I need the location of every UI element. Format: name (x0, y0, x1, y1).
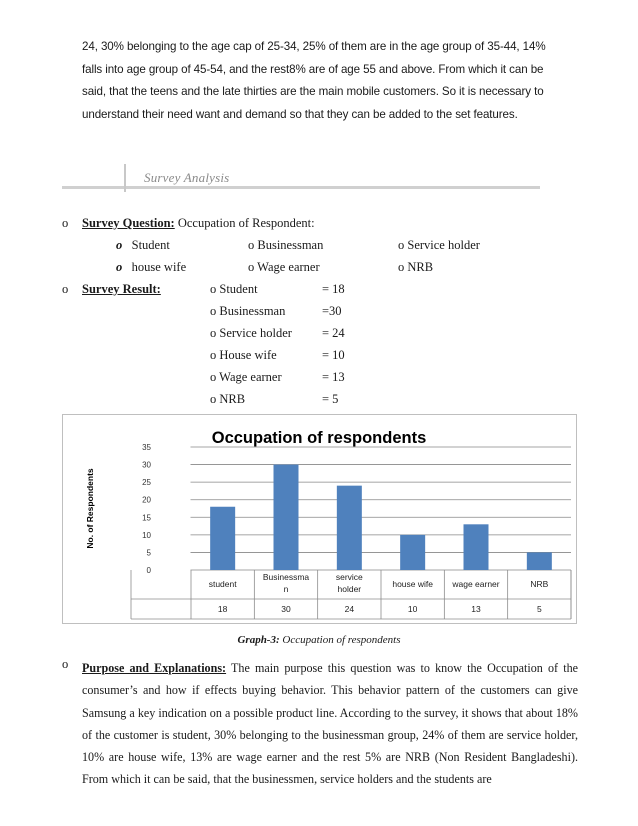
table-value-label: 10 (407, 604, 418, 614)
result-name: o Student (210, 282, 258, 296)
result-value: = 13 (322, 370, 345, 384)
purpose-paragraph (82, 657, 578, 791)
question-text: Occupation of Respondent: (174, 216, 315, 230)
table-value-label: 13 (471, 604, 481, 614)
option-label: Wage earner (257, 260, 320, 274)
chart-caption (0, 634, 638, 646)
table-value-label: 5 (536, 604, 542, 614)
intro-line: understand their need want and demand so that they can be added to the set features. (82, 107, 518, 121)
section-heading: Survey Analysis (144, 170, 230, 185)
option-bullet: o (398, 260, 405, 274)
bar-house-wife (400, 535, 425, 570)
purpose-text: The main purpose this question was to know the Occupation of the consumer’s and how if effects buying behavior. This behavior pattern of the customers can give Samsung a key indication on a possible product line. According to the survey, it shows that about 18% of the customer is student, 30% belonging to the businessman group, 24% of them are service holder, 10% are house wife, 13% are wage earner and the rest 5% are NRB (Non Resident Bangladeshi). From which it can be said, that the businessmen, service holders and the students are (82, 661, 578, 787)
option-bullet: o (248, 238, 255, 252)
x-category-label: wage earner (452, 579, 500, 589)
caption-text: Occupation of respondents (279, 634, 401, 646)
bar-businessman (274, 465, 299, 570)
y-tick-label: 0 (146, 566, 151, 575)
option-label: Student (131, 238, 170, 252)
intro-line: falls into age group of 45-54, and the rest8% are of age 55 and above. From which it can be (82, 62, 544, 76)
y-tick-label: 10 (142, 530, 151, 540)
intro-paragraph (82, 36, 578, 126)
x-category-label: student (208, 579, 237, 589)
y-tick-label: 25 (142, 478, 151, 488)
survey-question (82, 216, 315, 231)
x-category-label: n (283, 584, 289, 594)
result-name: o Service holder (210, 326, 292, 340)
option-wage-earner (248, 260, 320, 275)
intro-line: said, that the teens and the late thirties are the main mobile customers. So it is necessary to (82, 85, 544, 98)
option-label: house wife (131, 260, 187, 274)
x-category-label: holder (337, 584, 362, 594)
result-label: Survey Result: (82, 282, 161, 296)
option-businessman (248, 238, 323, 253)
result-name: o Wage earner (210, 370, 282, 384)
x-category-label: house wife (392, 579, 433, 589)
result-bullet: o (62, 282, 69, 296)
heading-accent-bar (124, 164, 126, 192)
occupation-bar-chart (63, 415, 576, 623)
purpose-bullet: o (62, 657, 69, 671)
caption-label: Graph-3: (237, 634, 280, 646)
question-label: Survey Question: (82, 216, 175, 230)
intro-line: 24, 30% belonging to the age cap of 25-34, 25% of them are in the age group of 35-44, 14% (82, 40, 546, 53)
option-service-holder (398, 238, 480, 253)
table-value-label: 18 (217, 604, 228, 614)
option-bullet: o (248, 260, 255, 274)
bar-nrb (527, 552, 552, 570)
result-value: = 5 (322, 392, 339, 406)
result-name: o House wife (210, 348, 277, 362)
table-value-label: 24 (344, 604, 355, 614)
bar-student (210, 507, 235, 570)
result-name: o Businessman (210, 304, 286, 318)
result-value: =30 (322, 304, 342, 318)
bar-service-holder (337, 486, 362, 570)
result-value: = 18 (322, 282, 345, 296)
y-tick-label: 35 (142, 443, 151, 452)
section-divider (62, 186, 540, 189)
y-tick-label: 5 (146, 548, 151, 558)
option-bullet: o (398, 238, 405, 252)
x-category-label: Businessma (262, 572, 310, 582)
survey-result-label (82, 282, 161, 297)
y-tick-label: 30 (142, 460, 151, 470)
x-category-label: NRB (530, 579, 549, 589)
option-bullet: o (116, 238, 123, 252)
option-student (116, 238, 170, 253)
bar-wage-earner (464, 524, 489, 570)
option-label: NRB (407, 260, 434, 274)
y-tick-label: 20 (142, 495, 151, 505)
y-tick-label: 15 (142, 513, 151, 523)
chart-container (62, 414, 577, 624)
result-name: o NRB (210, 392, 246, 406)
question-bullet: o (62, 216, 69, 230)
y-axis-label: No. of Respondents (85, 468, 95, 549)
option-nrb (398, 260, 433, 275)
x-category-label: service (335, 572, 363, 582)
purpose-label: Purpose and Explanations: (82, 661, 227, 675)
result-value: = 10 (322, 348, 345, 362)
option-label: Businessman (257, 238, 324, 252)
chart-title: Occupation of respondents (211, 429, 427, 447)
option-bullet: o (116, 260, 123, 274)
option-label: Service holder (407, 238, 480, 252)
option-house-wife (116, 260, 186, 275)
result-value: = 24 (322, 326, 345, 340)
table-value-label: 30 (281, 604, 291, 614)
